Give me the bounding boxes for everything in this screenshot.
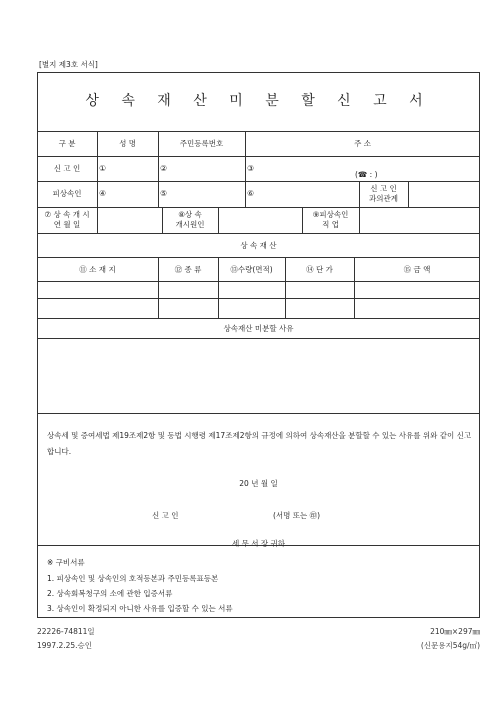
header-address: 주 소	[354, 139, 371, 148]
phone-field: (☎ : )	[355, 170, 378, 179]
start-date-label-bottom: 연 월 일	[53, 220, 81, 229]
attachment-item: 3. 상속인이 확정되지 아니한 사유를 입증할 수 있는 서류	[47, 604, 233, 613]
deceased-label: 피상속인	[52, 189, 82, 198]
reason-heading: 상속재산 미분할 사유	[223, 324, 294, 333]
col-quantity: ⑬수량(면적)	[230, 265, 273, 274]
job-label-bottom: 직 업	[322, 220, 339, 229]
field-6-marker: ⑥	[247, 189, 255, 198]
col-unit-price: ⑭ 단 가	[306, 265, 333, 274]
footer-approval: 1997.2.25.승인	[37, 641, 93, 650]
col-kind: ⑫ 종 류	[174, 265, 202, 274]
relation-label-top: 신 고 인	[370, 184, 397, 193]
date-line: 20 년 월 일	[239, 479, 278, 488]
form-title: 상 속 재 산 미 분 할 신 고 서	[85, 93, 432, 109]
field-1-marker: ①	[99, 164, 107, 173]
recipient-line: 세 무 서 장 귀하	[231, 539, 285, 548]
reporter-label: 신 고 인	[53, 164, 81, 173]
property-heading: 상 속 재 산	[240, 241, 277, 250]
signer-label: 신 고 인	[152, 511, 179, 520]
col-location: ⑪ 소 재 지	[79, 265, 116, 274]
relation-label-bottom: 과의관계	[369, 194, 398, 203]
field-2-marker: ②	[160, 164, 168, 173]
attachment-item: 1. 피상속인 및 상속인의 호적등본과 주민등록표등본	[47, 574, 219, 583]
job-label-top: ⑨피상속인	[312, 210, 349, 219]
signature-field: (서명 또는 ㊞)	[273, 511, 321, 520]
field-5-marker: ⑤	[160, 189, 168, 198]
statement-text: 상속세 및 증여세법 제19조제2항 및 동법 시행령 제17조제2항의 규정에 의하여 상속재산을 분할할 수 있는 사유를 위와 같이 신고합니다.	[47, 431, 472, 456]
header-name: 성 명	[119, 139, 136, 148]
header-id-number: 주민등록번호	[179, 139, 224, 148]
footer-code: 22226-74811일	[37, 627, 95, 636]
attachments-heading: ※ 구비서류	[47, 558, 85, 567]
col-amount: ⑮ 금 액	[403, 265, 431, 274]
footer-size: 210㎜×297㎜	[430, 627, 480, 636]
cause-label-top: ⑧상 속	[178, 210, 202, 219]
field-4-marker: ④	[99, 189, 107, 198]
header-category: 구 분	[58, 139, 76, 148]
attachment-item: 2. 상속회복청구의 소에 관한 입증서류	[47, 589, 173, 598]
form-frame	[37, 72, 480, 618]
field-3-marker: ③	[247, 164, 255, 173]
start-date-label-top: ⑦ 상 속 개 시	[44, 210, 90, 219]
footer-paper: (신문용지54g/㎡)	[420, 641, 480, 650]
cause-label-bottom: 개시원인	[175, 220, 205, 229]
form-code: [별지 제3호 서식]	[39, 60, 98, 69]
